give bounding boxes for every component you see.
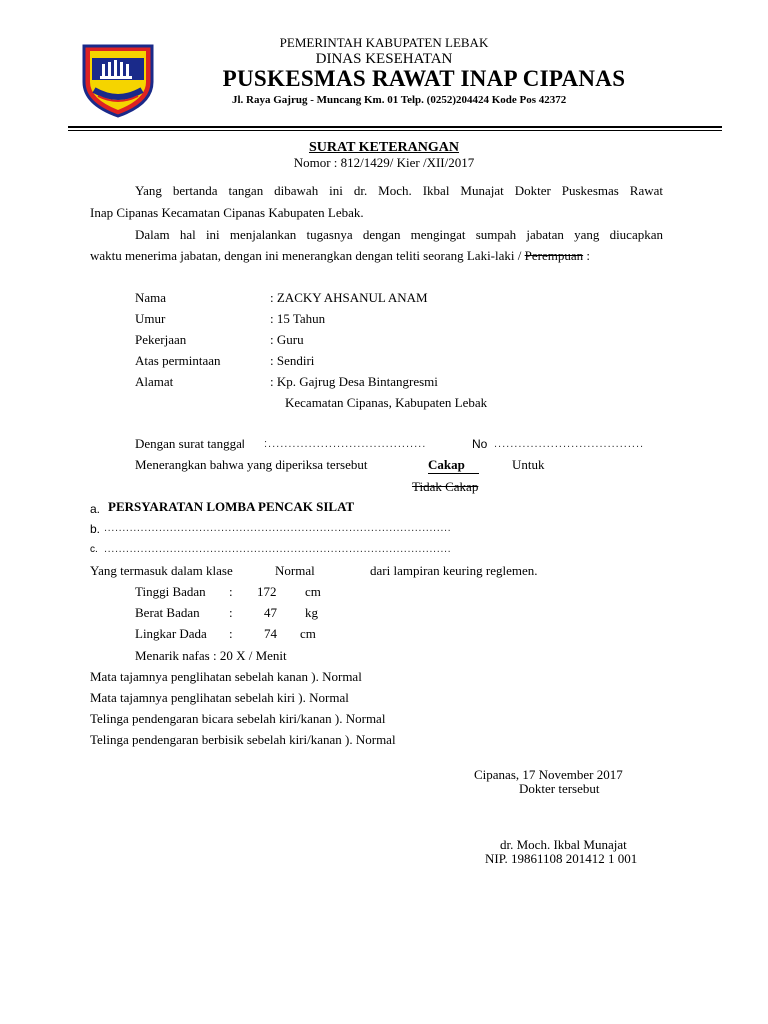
header-divider-thick (68, 126, 722, 128)
class-value: Normal (275, 563, 315, 578)
header-department: DINAS KESEHATAN (315, 51, 453, 67)
letter-number-label: No (472, 437, 488, 451)
measurement-unit-weight: kg (305, 605, 318, 620)
exam-left-eye: Mata tajamnya penglihatan sebelah kiri ). Normal (90, 690, 349, 705)
letter-number-dots: ..................................... (494, 438, 645, 450)
measurement-value-chest: 74 (264, 626, 277, 641)
identity-label-occupation: Pekerjaan (135, 332, 187, 347)
identity-address-line-2: Kecamatan Cipanas, Kabupaten Lebak (285, 395, 488, 410)
requirement-c-label: c. (90, 544, 98, 555)
examined-statement: Menerangkan bahwa yang diperiksa tersebut (135, 457, 368, 472)
identity-value-request: : Sendiri (270, 353, 315, 368)
header-government: PEMERINTAH KABUPATEN LEBAK (279, 35, 489, 50)
paragraph-1-line-2: Inap Cipanas Kecamatan Cipanas Kabupaten Lebak. (90, 205, 364, 220)
exam-hearing-whisper: Telinga pendengaran berbisik sebelah kiri/kanan ). Normal (90, 732, 396, 747)
paragraph-1-line-1: Yang bertanda tangan dibawah ini dr. Moch. Ikbal Munajat Dokter Puskesmas Rawat (135, 183, 663, 198)
header-institution: PUSKESMAS RAWAT INAP CIPANAS (222, 66, 626, 91)
letter-title: SURAT KETERANGAN (308, 140, 459, 155)
identity-label-request: Atas permintaan (135, 353, 221, 368)
identity-value-occupation: : Guru (270, 332, 304, 347)
requirement-c-dots: ............................................................................................... (104, 543, 452, 555)
unfit-status-struck: Tidak Cakap (412, 479, 479, 494)
measurement-unit-height: cm (305, 584, 321, 599)
exam-hearing-speech: Telinga pendengaran bicara sebelah kiri/kanan ). Normal (90, 711, 386, 726)
paragraph-2-line-1: Dalam hal ini menjalankan tugasnya dengan mengingat sumpah jabatan yang diucapkan (135, 227, 663, 242)
signature-nip: NIP. 19861108 201412 1 001 (485, 851, 638, 866)
letter-date-prefix-end: l (241, 437, 245, 451)
fit-status: Cakap (428, 457, 479, 474)
measurement-value-weight: 47 (264, 605, 277, 620)
paragraph-2-line-2 (90, 248, 590, 264)
measurement-label-weight: Berat Badan (135, 605, 200, 620)
requirement-b-dots: ............................................................................................... (104, 522, 452, 534)
measurement-value-height: 172 (257, 584, 277, 599)
letter-date-prefix: Dengan surat tangga (135, 436, 242, 451)
identity-value-address: : Kp. Gajrug Desa Bintangresmi (270, 374, 438, 389)
identity-label-address: Alamat (135, 374, 174, 389)
letter-date-line (135, 436, 245, 452)
identity-value-name: : ZACKY AHSANUL ANAM (270, 290, 428, 305)
class-statement: Yang termasuk dalam klase (90, 563, 233, 578)
measurement-colon-chest: : (229, 626, 233, 641)
requirement-a-text: PERSYARATAN LOMBA PENCAK SILAT (108, 499, 355, 514)
signature-name: dr. Moch. Ikbal Munajat (500, 837, 627, 852)
header-divider-thin (68, 130, 722, 131)
class-reference: dari lampiran keuring reglemen. (370, 563, 538, 578)
exam-right-eye: Mata tajamnya penglihatan sebelah kanan ). Normal (90, 669, 362, 684)
measurement-colon-height: : (229, 584, 233, 599)
letter-date-dots: :....................................... (264, 438, 427, 450)
identity-label-name: Nama (135, 290, 167, 305)
letter-number: Nomor : 812/1429/ Kier /XII/2017 (293, 155, 475, 170)
measurement-label-height: Tinggi Badan (135, 584, 206, 599)
requirement-b-label: b. (90, 522, 101, 536)
breathing-rate: Menarik nafas : 20 X / Menit (135, 648, 287, 663)
identity-value-age: : 15 Tahun (270, 311, 326, 326)
signature-place-date: Cipanas, 17 November 2017 (474, 767, 623, 782)
measurement-label-chest: Lingkar Dada (135, 626, 207, 641)
gender-colon: : (583, 248, 590, 263)
gender-statement: waktu menerima jabatan, dengan ini menerangkan dengan teliti seorang Laki-laki / (90, 248, 525, 263)
header-address: Jl. Raya Gajrug - Muncang Km. 01 Telp. (0252)204424 Kode Pos 42372 (232, 94, 567, 106)
signature-role: Dokter tersebut (519, 781, 600, 796)
for-label: Untuk (512, 457, 545, 472)
gender-struck-option: Perempuan (524, 248, 584, 263)
measurement-colon-weight: : (229, 605, 233, 620)
measurement-unit-chest: cm (300, 626, 316, 641)
identity-label-age: Umur (135, 311, 166, 326)
requirement-a-label: a. (90, 502, 101, 516)
